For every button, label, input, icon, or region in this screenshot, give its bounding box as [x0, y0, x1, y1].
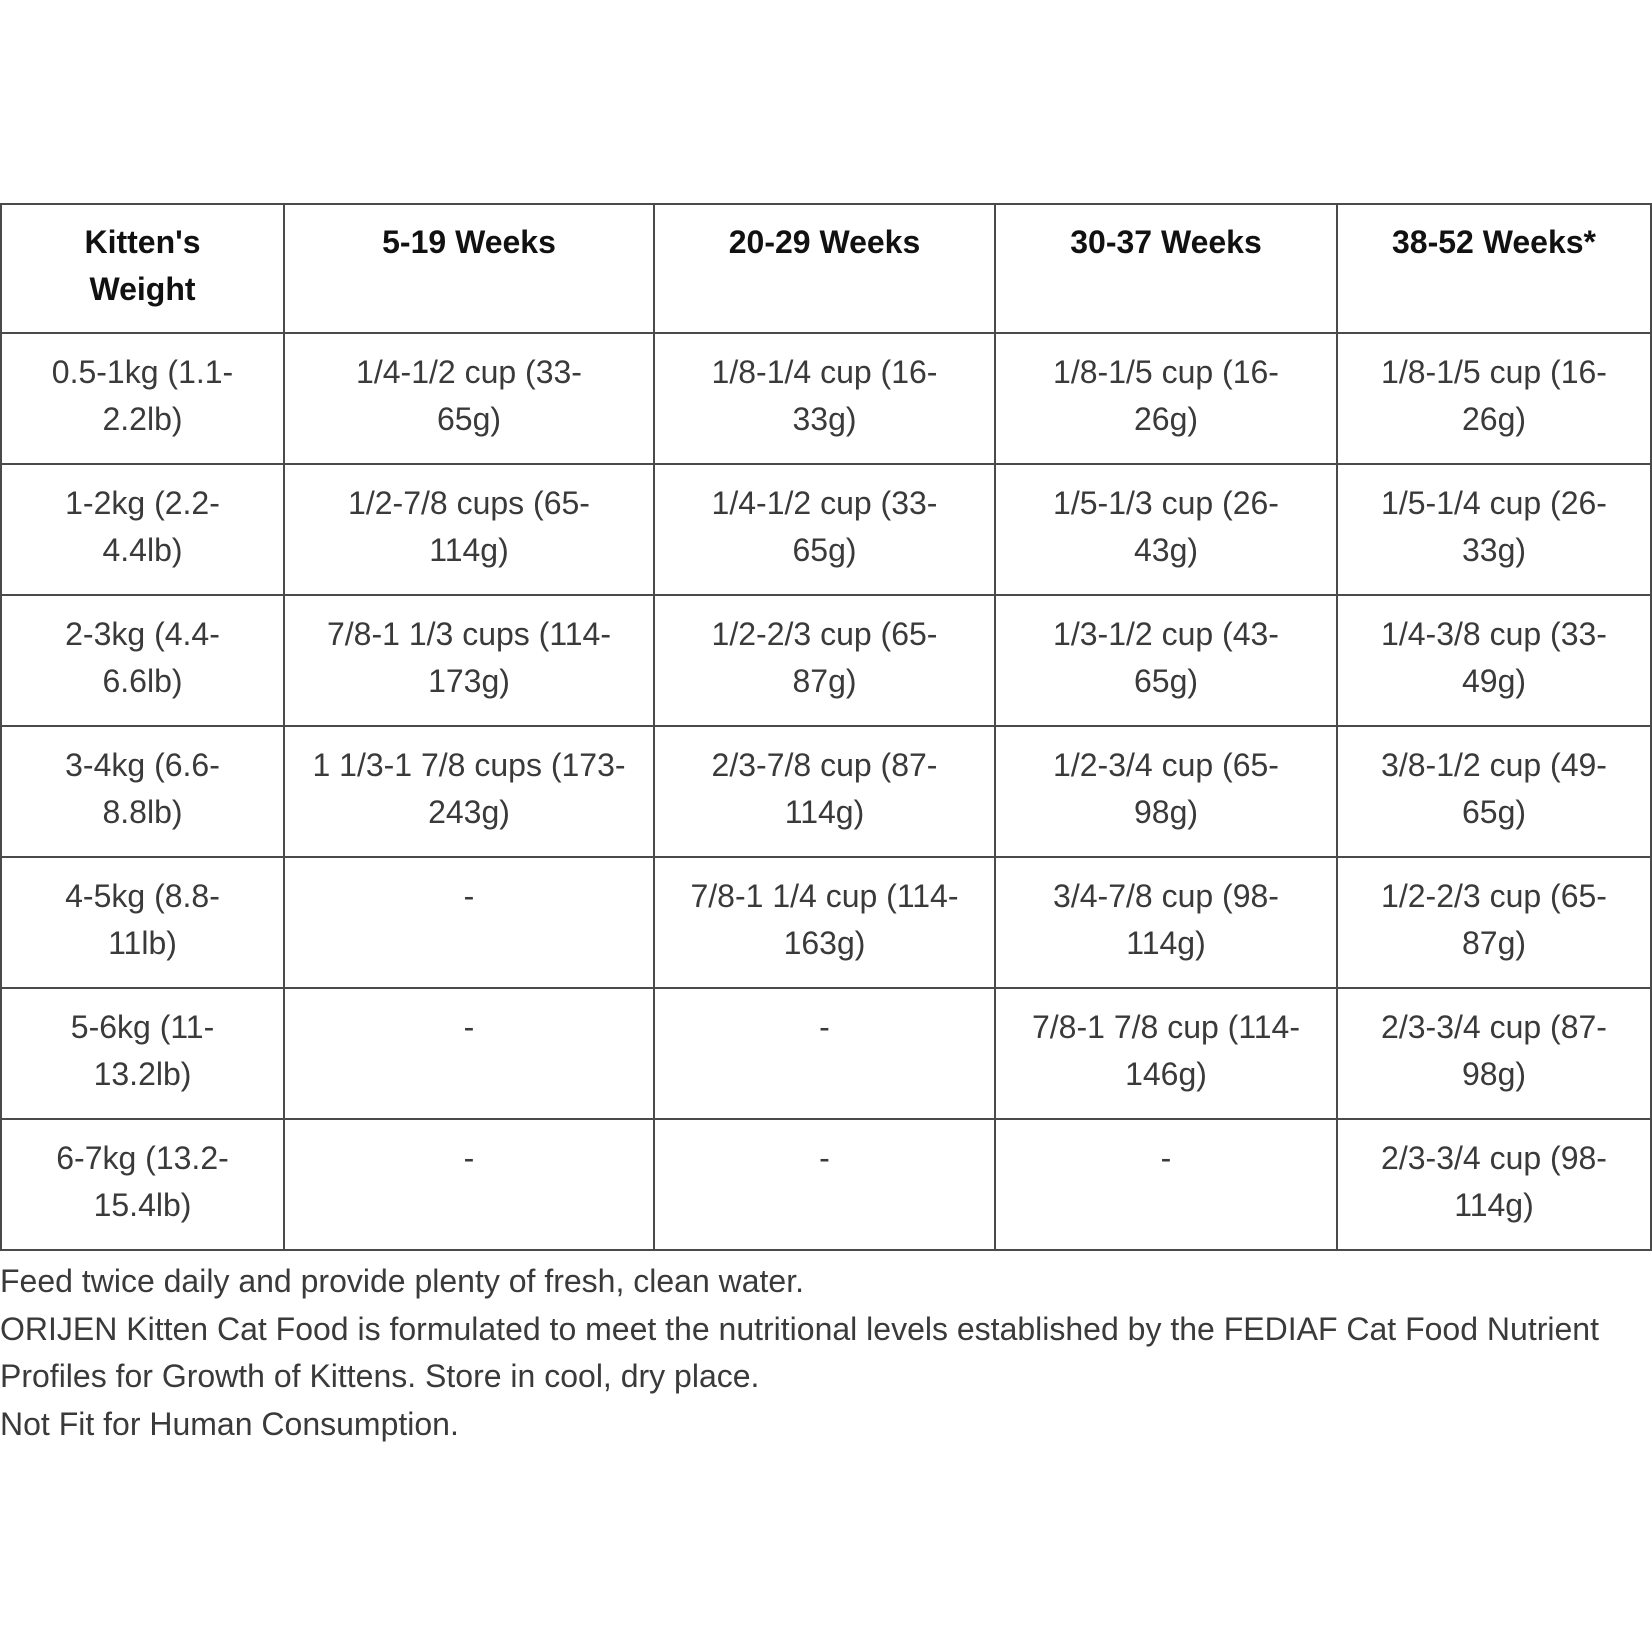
weight-cell: 1-2kg (2.2-4.4lb): [1, 464, 284, 595]
portion-cell: 1/4-3/8 cup (33-49g): [1337, 595, 1651, 726]
portion-cell: 1/3-1/2 cup (43-65g): [995, 595, 1337, 726]
portion-cell: 2/3-3/4 cup (87-98g): [1337, 988, 1651, 1119]
feeding-table: [0, 203, 1652, 1251]
portion-cell: 1/8-1/5 cup (16-26g): [1337, 333, 1651, 464]
portion-cell: 1/8-1/4 cup (16-33g): [654, 333, 995, 464]
footer-notes: [0, 1258, 1650, 1448]
portion-cell: 2/3-3/4 cup (98-114g): [1337, 1119, 1651, 1250]
portion-cell: 1/2-2/3 cup (65-87g): [1337, 857, 1651, 988]
header-20-29-weeks: 20-29 Weeks: [654, 204, 995, 333]
portion-cell: -: [284, 1119, 654, 1250]
table-row: [1, 333, 1651, 464]
portion-cell: 1/2-7/8 cups (65-114g): [284, 464, 654, 595]
table-row: [1, 464, 1651, 595]
portion-cell: -: [654, 1119, 995, 1250]
table-row: [1, 595, 1651, 726]
footer-feeding-note: Feed twice daily and provide plenty of fresh, clean water.: [0, 1263, 804, 1299]
table-row: [1, 1119, 1651, 1250]
portion-cell: 1/5-1/3 cup (26-43g): [995, 464, 1337, 595]
portion-cell: 7/8-1 1/3 cups (114-173g): [284, 595, 654, 726]
portion-cell: 1/8-1/5 cup (16-26g): [995, 333, 1337, 464]
header-30-37-weeks: 30-37 Weeks: [995, 204, 1337, 333]
portion-cell: 1/5-1/4 cup (26-33g): [1337, 464, 1651, 595]
portion-cell: 1/2-2/3 cup (65-87g): [654, 595, 995, 726]
portion-cell: 7/8-1 1/4 cup (114-163g): [654, 857, 995, 988]
portion-cell: 1/2-3/4 cup (65-98g): [995, 726, 1337, 857]
portion-cell: -: [284, 857, 654, 988]
weight-cell: 2-3kg (4.4-6.6lb): [1, 595, 284, 726]
table-row: [1, 988, 1651, 1119]
portion-cell: 2/3-7/8 cup (87-114g): [654, 726, 995, 857]
portion-cell: 7/8-1 7/8 cup (114-146g): [995, 988, 1337, 1119]
header-5-19-weeks: 5-19 Weeks: [284, 204, 654, 333]
weight-cell: 3-4kg (6.6-8.8lb): [1, 726, 284, 857]
footer-warning: Not Fit for Human Consumption.: [0, 1405, 459, 1442]
table-row: [1, 857, 1651, 988]
table-row: [1, 726, 1651, 857]
weight-cell: 5-6kg (11-13.2lb): [1, 988, 284, 1119]
header-38-52-weeks: 38-52 Weeks*: [1337, 204, 1651, 333]
portion-cell: -: [995, 1119, 1337, 1250]
portion-cell: 1/4-1/2 cup (33-65g): [654, 464, 995, 595]
weight-cell: 0.5-1kg (1.1-2.2lb): [1, 333, 284, 464]
portion-cell: 3/8-1/2 cup (49-65g): [1337, 726, 1651, 857]
weight-cell: 4-5kg (8.8-11lb): [1, 857, 284, 988]
header-weight: Kitten's Weight: [1, 204, 284, 333]
portion-cell: -: [284, 988, 654, 1119]
portion-cell: 1/4-1/2 cup (33-65g): [284, 333, 654, 464]
portion-cell: 1 1/3-1 7/8 cups (173-243g): [284, 726, 654, 857]
weight-cell: 6-7kg (13.2-15.4lb): [1, 1119, 284, 1250]
portion-cell: -: [654, 988, 995, 1119]
header-row: [1, 204, 1651, 333]
footer-formulation-note: ORIJEN Kitten Cat Food is formulated to meet the nutritional levels established by the FEDIAF Cat Food Nutrient Profiles for Growth of Kittens. Store in cool, dry place.: [0, 1310, 1599, 1394]
portion-cell: 3/4-7/8 cup (98-114g): [995, 857, 1337, 988]
